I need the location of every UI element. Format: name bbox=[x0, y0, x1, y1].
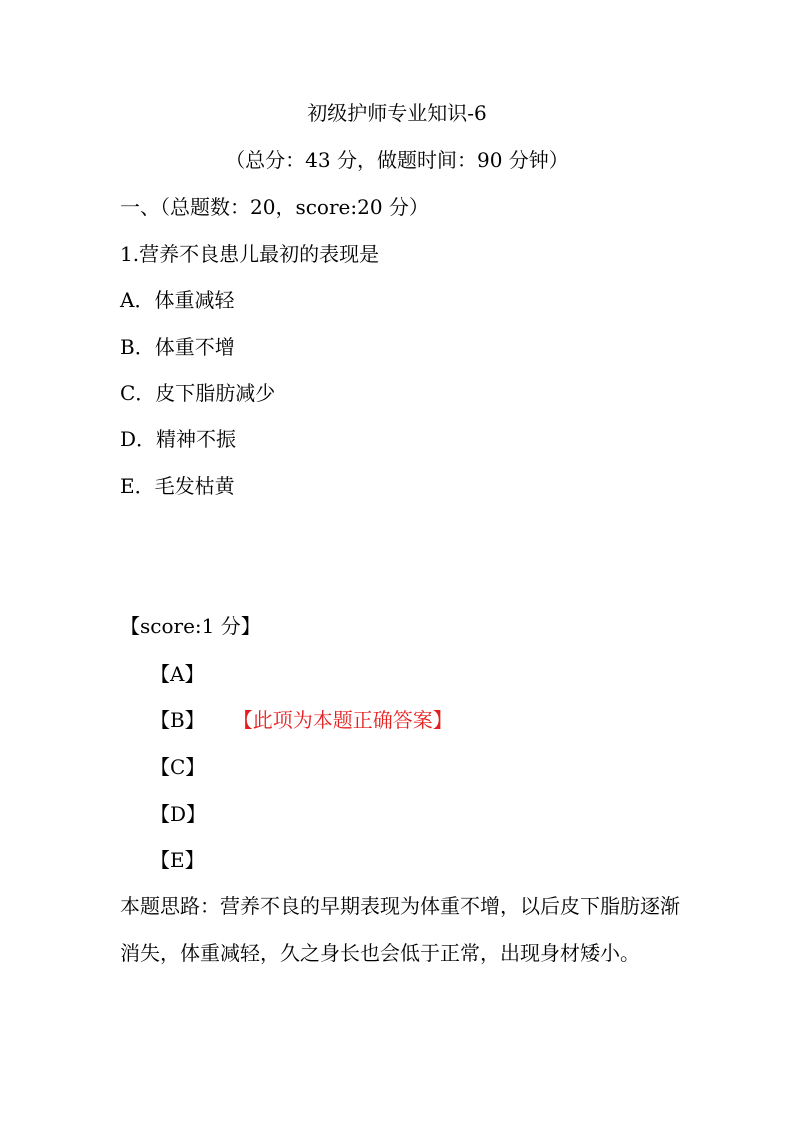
answer-explanation: 本题思路：营养不良的早期表现为体重不增，以后皮下脂肪逐渐消失，体重减轻，久之身长也会低于正常，出现身材矮小。 bbox=[120, 894, 680, 965]
answer-choice-a: 【A】 bbox=[150, 662, 205, 686]
question-stem: 1.营养不良患儿最初的表现是 bbox=[120, 242, 380, 266]
document-subtitle: （总分：43 分，做题时间：90 分钟） bbox=[225, 148, 569, 172]
answer-choice-b-row bbox=[150, 706, 453, 734]
answer-choice-d: 【D】 bbox=[150, 802, 207, 826]
option-b: B．体重不增 bbox=[120, 335, 235, 359]
answer-choice-e: 【E】 bbox=[150, 848, 205, 872]
option-e: E．毛发枯黄 bbox=[120, 474, 235, 498]
document-title: 初级护师专业知识-6 bbox=[307, 101, 487, 125]
option-c: C．皮下脂肪减少 bbox=[120, 381, 276, 405]
score-label: 【score:1 分】 bbox=[120, 614, 261, 638]
answer-choice-b: 【B】 bbox=[150, 708, 205, 732]
answer-choice-c: 【C】 bbox=[150, 755, 206, 779]
option-a: A．体重减轻 bbox=[120, 288, 235, 312]
option-d: D．精神不振 bbox=[120, 427, 237, 451]
section-header: 一、（总题数：20，score:20 分） bbox=[120, 195, 429, 219]
correct-answer-note: 【此项为本题正确答案】 bbox=[242, 708, 453, 732]
